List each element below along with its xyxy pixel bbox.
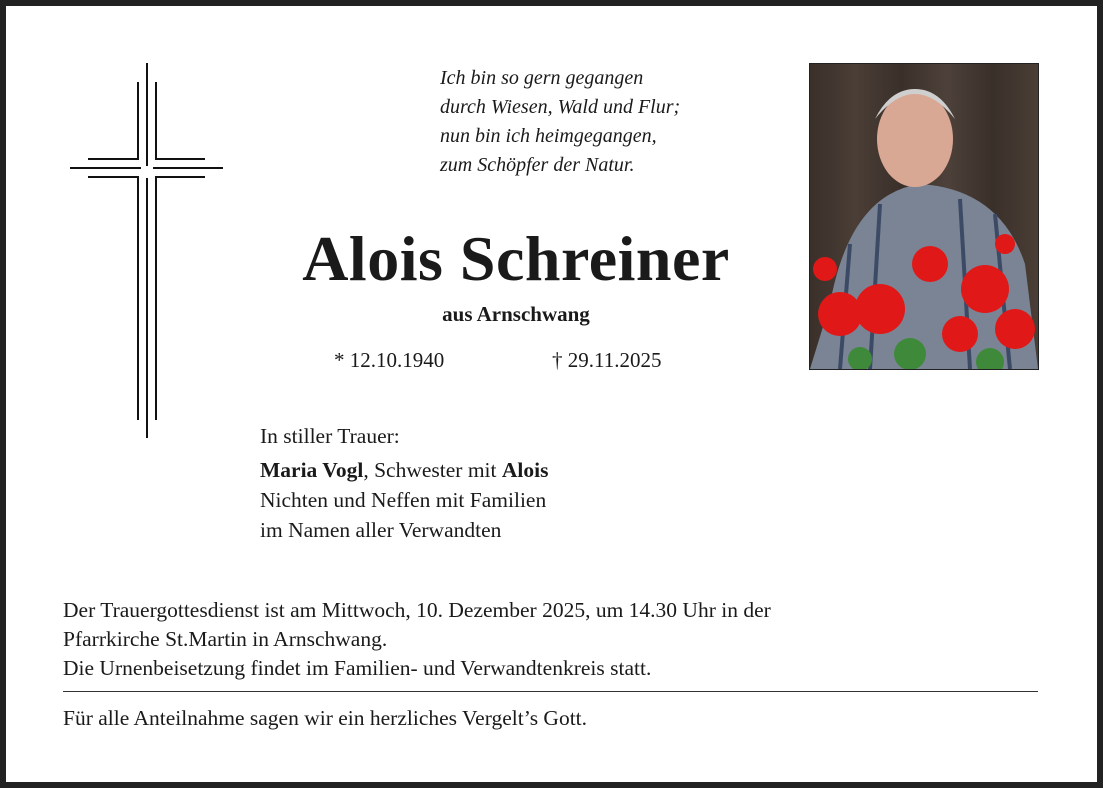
service-line: Der Trauergottesdienst ist am Mittwoch, 10. Dezember 2025, um 14.30 Uhr in der xyxy=(63,598,771,622)
mourner-relation: , Schwester mit xyxy=(363,458,502,482)
divider xyxy=(63,691,1038,692)
deceased-name: Alois Schreiner xyxy=(302,223,730,294)
death-date: † 29.11.2025 xyxy=(552,348,662,372)
poem xyxy=(440,64,680,180)
service-info xyxy=(63,596,771,683)
mourner-name: Alois xyxy=(501,458,549,482)
birth-date: * 12.10.1940 xyxy=(334,348,445,372)
service-line: Pfarrkirche St.Martin in Arnschwang. xyxy=(63,627,388,651)
mourner-name: Maria Vogl xyxy=(260,458,364,482)
mourner-line xyxy=(260,455,548,485)
mourners xyxy=(260,421,548,545)
death-notice xyxy=(6,6,1097,782)
mourner-line: im Namen aller Verwandten xyxy=(260,518,502,542)
service-line: Die Urnenbeisetzung findet im Familien- und Verwandtenkreis statt. xyxy=(63,656,652,680)
poem-line: zum Schöpfer der Natur. xyxy=(440,154,635,176)
poem-line: Ich bin so gern gegangen xyxy=(440,67,644,89)
mourner-line: Nichten und Neffen mit Familien xyxy=(260,488,547,512)
poem-line: nun bin ich heimgegangen, xyxy=(440,125,657,147)
thanks-line: Für alle Anteilnahme sagen wir ein herzliches Vergelt’s Gott. xyxy=(63,706,588,730)
origin: aus Arnschwang xyxy=(442,302,590,326)
poem-line: durch Wiesen, Wald und Flur; xyxy=(440,96,681,118)
mourners-intro: In stiller Trauer: xyxy=(260,424,400,448)
